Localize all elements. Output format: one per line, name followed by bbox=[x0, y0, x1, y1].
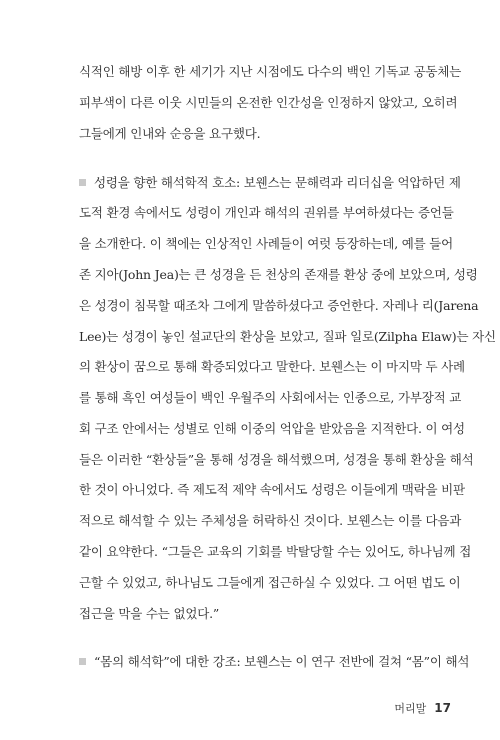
running-footer-section: 머리말 bbox=[394, 702, 427, 715]
paragraph-1-line-1: 식적인 해방 이후 한 세기가 지난 시점에도 다수의 백인 기독교 공동체는 bbox=[79, 64, 462, 79]
square-bullet-icon bbox=[79, 179, 86, 186]
paragraph-2-line-4: 존 지아(John Jea)는 큰 성경을 든 천상의 존재를 환상 중에 보았으며, 성령 bbox=[79, 267, 478, 282]
paragraph-3-line-1 bbox=[79, 652, 470, 672]
paragraph-2-line-2: 도적 환경 속에서도 성령이 개인과 해석의 권위를 부여하셨다는 증언들 bbox=[79, 205, 454, 220]
paragraph-2-line-1-text: 성령을 향한 해석학적 호소: 보웬스는 문해력과 리더십을 억압하던 제 bbox=[94, 175, 461, 190]
paragraph-2-line-7: 의 환상이 꿈으로 통해 확증되었다고 말한다. 보웬스는 이 마지막 두 사례 bbox=[79, 359, 465, 374]
paragraph-2-line-10: 들은 이러한 “환상들”을 통해 성경을 해석했으며, 성경을 통해 환상을 해석 bbox=[79, 452, 474, 467]
square-bullet-icon bbox=[79, 658, 86, 665]
paragraph-2-line-5: 은 성경이 침묵할 때조차 그에게 말씀하셨다고 증언한다. 자레나 리(Jarena bbox=[79, 298, 479, 313]
paragraph-3-line-1-text: “몸의 해석학”에 대한 강조: 보웬스는 이 연구 전반에 걸쳐 “몸”이 해석 bbox=[94, 654, 470, 669]
paragraph-2-line-14: 근할 수 있었고, 하나님도 그들에게 접근하실 수 있었다. 그 어떤 법도 이 bbox=[79, 575, 461, 590]
paragraph-2-line-12: 적으로 해석할 수 있는 주체성을 허락하신 것이다. 보웬스는 이를 다음과 bbox=[79, 513, 462, 528]
paragraph-2-line-1 bbox=[79, 173, 461, 193]
paragraph-2-line-8: 를 통해 흑인 여성들이 백인 우월주의 사회에서는 인종으로, 가부장적 교 bbox=[79, 390, 462, 405]
paragraph-2-line-11: 한 것이 아니었다. 즉 제도적 제약 속에서도 성령은 이들에게 맥락을 비판 bbox=[79, 482, 465, 497]
paragraph-1-line-2: 피부색이 다른 이웃 시민들의 온전한 인간성을 인정하지 않았고, 오히려 bbox=[79, 95, 458, 110]
paragraph-2-line-9: 회 구조 안에서는 성별로 인해 이중의 억압을 받았음을 지적한다. 이 여성 bbox=[79, 421, 465, 436]
paragraph-2-line-3: 을 소개한다. 이 책에는 인상적인 사례들이 여럿 등장하는데, 예를 들어 bbox=[79, 236, 454, 251]
paragraph-2-line-15: 접근을 막을 수는 없었다.” bbox=[79, 606, 220, 621]
paragraph-2-line-13: 같이 요약한다. “그들은 교육의 기회를 박탈당할 수는 있어도, 하나님께 접 bbox=[79, 544, 472, 559]
page-footer bbox=[394, 700, 451, 716]
page-number: 17 bbox=[434, 701, 451, 715]
paragraph-1-line-3: 그들에게 인내와 순응을 요구했다. bbox=[79, 126, 261, 141]
paragraph-2-line-6: Lee)는 성경이 놓인 설교단의 환상을 보았고, 질파 일로(Zilpha Elaw)는 자신 bbox=[79, 329, 496, 344]
